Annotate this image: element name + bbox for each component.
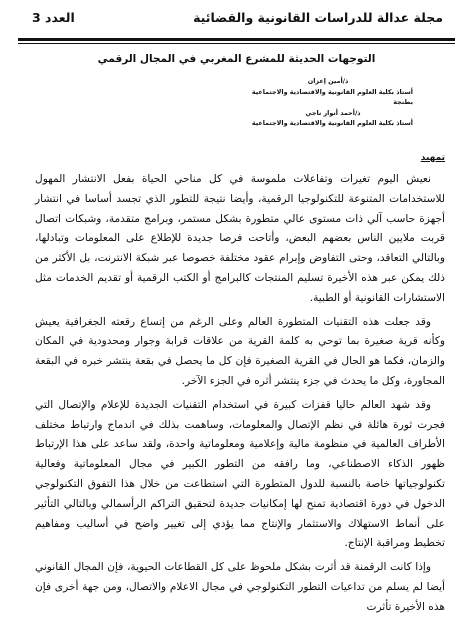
- body-paragraph: وقد شهد العالم حاليا قفزات كبيرة في استخدام التقنيات الجديدة للإعلام والإتصال التي فجرت ثورة هائلة في نظم الإتصال والمعلومات، وساهمت بذلك في اندماج وارتباط مختلف الأطراف العالمية في منظومة مالية وإعلامية ومعلوماتية واحدة، ولقد ساعد على هذا الإرتباط ظهور الذكاء الاصطناعي، وما رافقه من التطور الكبير في مجال المعلوماتية وفعالية تكنولوجياتها خاصة بالنسبة للدول المتطورة التي استطاعت من خلال هذا التفوق التكنولوجي الدخول في دورة اقتصادية تمنح لها إمكانيات جديدة لتحقيق التراكم الرأسمالي وبالتالي التأثير على أنماط الاستهلاك والاستثمار والإنتاج مما يؤدي إلى تغيير واضح في أساليب ومفاهيم تخطيط ومراقبة الإنتاج.: [35, 398, 445, 550]
- author-block: [83, 76, 413, 129]
- author-affiliation: أستاذ بكلية العلوم القانونية والاقتصادية والاجتماعية: [251, 87, 413, 96]
- author-name: ذ/أمين إعزان: [307, 77, 349, 85]
- header-divider-thin: [18, 43, 455, 44]
- body-paragraph: وقد جعلت هذه التقنيات المتطورة العالم وعلى الرغم من إتساع رقعته الجغرافية يعيش وكأنه قرية صغيرة بما توحي به كلمة القرية من علاقات قرابة وجوار ومحدودية في المكان والزمان، فكما هو الحال في القرية الصغيرة فإن كل ما يحصل في بقعة ينتشر خبره في البقعة المجاورة، وكل ما يحدث في جزء ينتشر أثره في الجزء الآخر.: [35, 315, 445, 387]
- section-heading: تمهيد: [420, 153, 445, 163]
- header-divider: [18, 38, 455, 41]
- body-paragraph: وإذا كانت الرقمنة قد أثرت بشكل ملحوظ على كل القطاعات الحيوية، فإن المجال القانوني أيضا لم يسلم من تداعيات التطور التكنولوجي في مجال الاعلام والاتصال، ومن جهة أخرى فإن هذه الأخيرة تأثرت: [35, 561, 445, 613]
- author-name: ذ/أحمد أنوار ناجي: [305, 108, 361, 117]
- issue-number: العدد 3: [32, 10, 75, 25]
- article-title: التوجهات الحديثة للمشرع المغربي في المجال الرقمي: [97, 53, 376, 65]
- body-paragraph: نعيش اليوم تغيرات وتفاعلات ملموسة في كل مناحي الحياة بفعل الانتشار المهول للاستخدامات المتنوعة للتكنولوجيا الرقمية، وأيضا نتيجة للتطور الذي تجسد أساسا في انتشار أجهزة حاسب آلي ذات مستوى عالي متطورة بشكل مستمر، وبرامج متقدمة، وشبكات اتصال قربت ملايين الناس بعضهم البعض، وأتاحت فرصا جديدة للإطلاع على المعلومات وتبادلها، وبالتالي التعاقد، وحتى التفاوض وإبرام عقود مختلفة خصوصا عبر شبكة الانترنت، بل الأكثر من ذلك يمكن عبر هذه الأخيرة تسليم المنتجات كالبرامج أو الكتب الرقمية أو تقديم الخدمات مثل الاستشارات القانونية أو الطبية.: [35, 173, 445, 304]
- article-body: [35, 170, 445, 622]
- author-affiliation: أستاذ بكلية العلوم القانونية والاقتصادية والاجتماعية: [251, 119, 413, 127]
- journal-header: [18, 4, 455, 44]
- author-affiliation-city: بطنجة: [393, 98, 413, 106]
- journal-title: مجلة عدالة للدراسات القانونية والقضائية: [193, 10, 443, 25]
